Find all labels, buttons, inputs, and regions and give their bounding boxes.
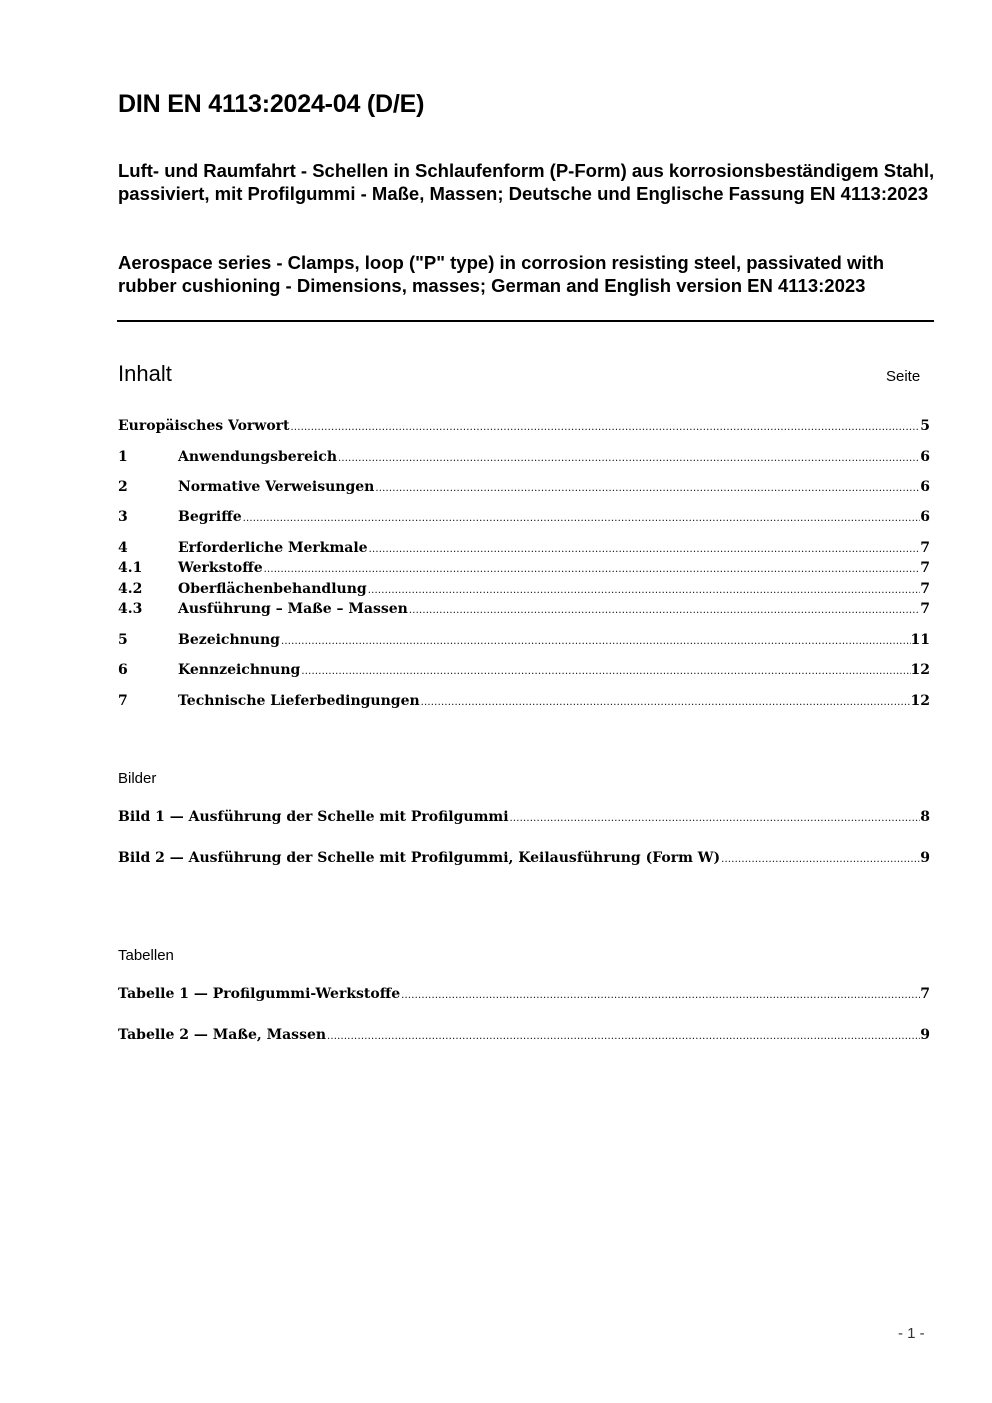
figure-entry-page: 9 [920, 850, 930, 866]
toc-leader-dots [400, 990, 920, 1001]
toc-entry-number: 5 [118, 632, 128, 648]
table-entry-title: Tabelle 1 — Profilgummi-Werkstoffe [118, 986, 401, 1002]
table-entry-page: 9 [920, 1027, 930, 1043]
toc-entry-4-3[interactable] [118, 601, 930, 621]
toc-entry-title: Oberflächenbehandlung [178, 581, 367, 597]
title-divider [117, 320, 934, 322]
toc-entry-number: 7 [118, 693, 128, 709]
toc-entry-title: Bezeichnung [178, 632, 280, 648]
toc-entry-title: Technische Lieferbedingungen [178, 693, 420, 709]
toc-entry-page: 6 [920, 509, 930, 525]
table-entry-page: 7 [920, 986, 930, 1002]
toc-leader-dots [420, 697, 911, 708]
toc-entry-7[interactable] [118, 693, 930, 713]
toc-entry-title: Kennzeichnung [178, 662, 301, 678]
toc-entry-title: Begriffe [178, 509, 242, 525]
toc-leader-dots [326, 1031, 920, 1042]
figure-entry-title: Bild 2 — Ausführung der Schelle mit Profilgummi, Keilausführung (Form W) [118, 850, 721, 866]
toc-leader-dots [263, 564, 921, 575]
toc-entry-number: 1 [118, 449, 128, 465]
toc-leader-dots [374, 483, 920, 494]
toc-heading: Inhalt [118, 361, 172, 386]
title-german: Luft- und Raumfahrt - Schellen in Schlaufenform (P-Form) aus korrosionsbeständigem Stahl, passiviert, mit Profilgummi - Maße, Massen; Deutsche und Englische Fassung EN 4113:2023 [118, 160, 935, 204]
toc-entry-4[interactable] [118, 540, 930, 560]
toc-entry-page: 11 [910, 632, 930, 648]
table-entry-1[interactable] [118, 986, 930, 1006]
toc-entry-4-2[interactable] [118, 581, 930, 601]
figure-entry-page: 8 [920, 809, 930, 825]
toc-leader-dots [242, 513, 921, 524]
toc-leader-dots [509, 813, 921, 824]
toc-leader-dots [300, 666, 910, 677]
toc-entry-3[interactable] [118, 509, 930, 529]
toc-entry-number: 6 [118, 662, 128, 678]
toc-entry-page: 7 [920, 601, 930, 617]
toc-entry-title: Werkstoffe [178, 560, 263, 576]
figures-heading: Bilder [118, 770, 157, 787]
toc-entry-2[interactable] [118, 479, 930, 499]
figure-entry-title: Bild 1 — Ausführung der Schelle mit Profilgummi [118, 809, 509, 825]
figure-entry-1[interactable] [118, 809, 930, 829]
toc-entry-page: 6 [920, 479, 930, 495]
figure-entry-2[interactable] [118, 850, 930, 870]
page-number: - 1 - [898, 1325, 925, 1342]
table-entry-title: Tabelle 2 — Maße, Massen [118, 1027, 327, 1043]
toc-entry-number: 4.2 [118, 581, 143, 597]
toc-entry-title: Normative Verweisungen [178, 479, 375, 495]
toc-entry-page: 7 [920, 540, 930, 556]
toc-leader-dots [280, 636, 911, 647]
table-entry-2[interactable] [118, 1027, 930, 1047]
toc-entry-title: Europäisches Vorwort [118, 418, 290, 434]
toc-leader-dots [290, 422, 921, 433]
document-id: DIN EN 4113:2024-04 (D/E) [118, 90, 425, 118]
toc-entry-number: 2 [118, 479, 128, 495]
toc-entry-number: 4.1 [118, 560, 143, 576]
toc-entry-title: Erforderliche Merkmale [178, 540, 368, 556]
toc-entry-1[interactable] [118, 449, 930, 469]
toc-leader-dots [408, 605, 920, 616]
toc-entry-page: 5 [920, 418, 930, 434]
toc-entry-6[interactable] [118, 662, 930, 682]
toc-entry-page: 7 [920, 581, 930, 597]
toc-entry-number: 4 [118, 540, 128, 556]
title-english: Aerospace series - Clamps, loop ("P" type) in corrosion resisting steel, passivated with rubber cushioning - Dimensions, masses; German and English version EN 4113:2023 [118, 252, 884, 296]
toc-entry-page: 7 [920, 560, 930, 576]
toc-leader-dots [367, 585, 921, 596]
toc-leader-dots [720, 854, 920, 865]
toc-entry-page: 12 [910, 662, 930, 678]
toc-entry-title: Ausführung – Maße – Massen [178, 601, 408, 617]
toc-leader-dots [337, 453, 920, 464]
toc-entry-5[interactable] [118, 632, 930, 652]
toc-entry-page: 6 [920, 449, 930, 465]
toc-leader-dots [368, 544, 921, 555]
toc-entry-number: 3 [118, 509, 128, 525]
toc-entry-foreword[interactable] [118, 418, 930, 438]
toc-entry-4-1[interactable] [118, 560, 930, 580]
toc-page-column-label: Seite [886, 368, 921, 385]
toc-entry-page: 12 [910, 693, 930, 709]
tables-heading: Tabellen [118, 947, 174, 964]
toc-entry-title: Anwendungsbereich [178, 449, 337, 465]
toc-entry-number: 4.3 [118, 601, 143, 617]
